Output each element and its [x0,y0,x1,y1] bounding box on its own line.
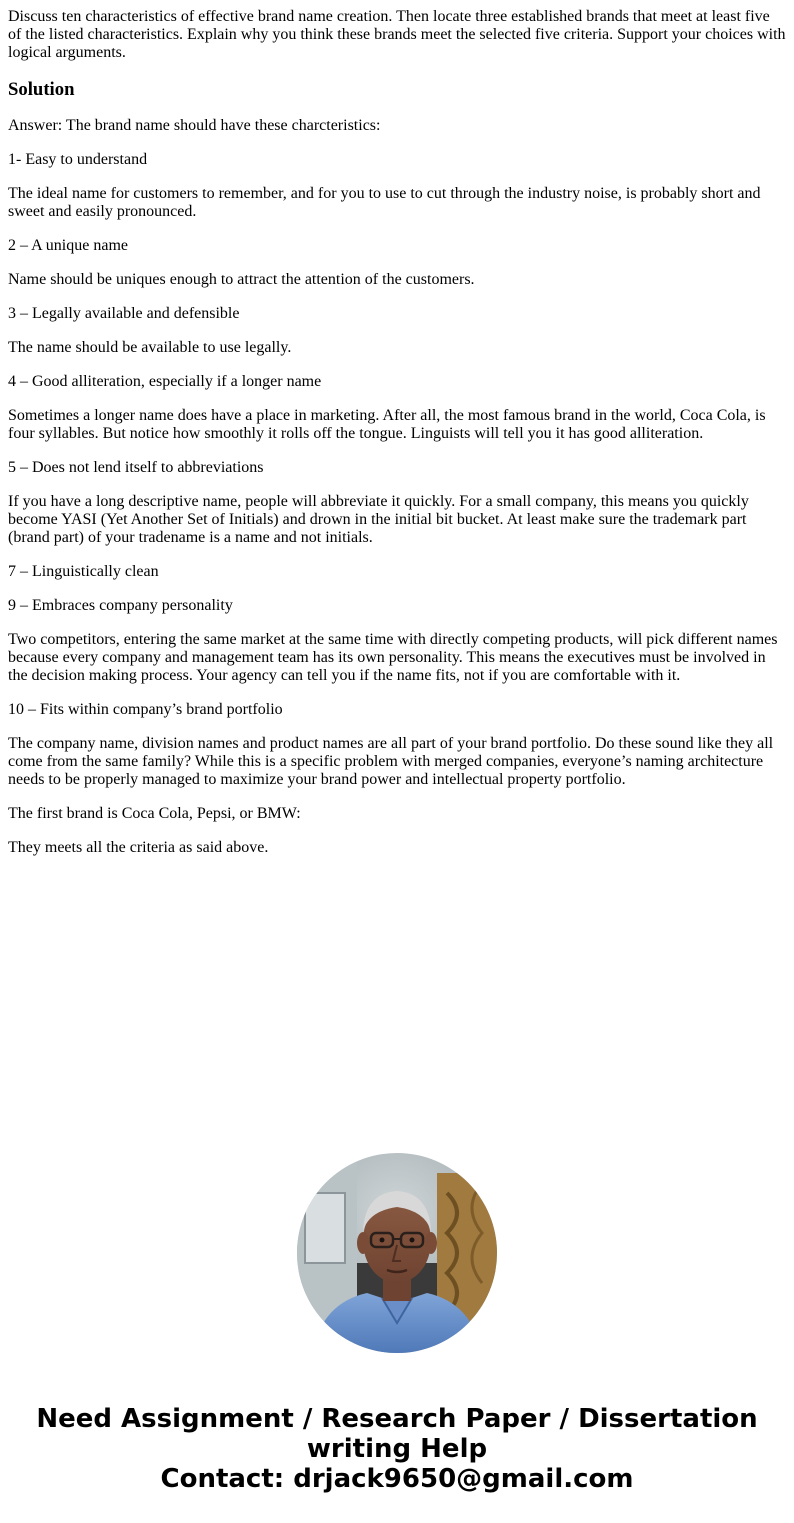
characteristic-1-title: 1- Easy to understand [8,151,148,168]
characteristic-4-title: 4 – Good alliteration, especially if a longer name [8,373,322,390]
characteristic-1-body: The ideal name for customers to remember, and for you to use to cut through the industry noise, is probably short and sweet and easily pronounced. [8,185,761,220]
question-text: Discuss ten characteristics of effective brand name creation. Then locate three established brands that meet at least five of the listed characteristics. Explain why you think these brands meet the selected five criteria. Support your choices with logical arguments. [8,8,786,61]
characteristic-3-body: The name should be available to use legally. [8,339,292,356]
characteristic-9-body: Two competitors, entering the same market at the same time with directly competing products, will pick different names because every company and management team has its own personality. This means the executives must be involved in the decision making process. Your agency can tell you if the name fits, not if you are comfortable with it. [8,631,778,684]
brands-conclusion: They meets all the criteria as said above. [8,839,269,856]
brands-statement: The first brand is Coca Cola, Pepsi, or BMW: [8,805,301,822]
characteristic-9-title: 9 – Embraces company personality [8,597,233,614]
characteristic-7-title: 7 – Linguistically clean [8,563,159,580]
characteristic-5-title: 5 – Does not lend itself to abbreviations [8,459,264,476]
characteristic-3-title: 3 – Legally available and defensible [8,305,240,322]
characteristic-5-body: If you have a long descriptive name, people will abbreviate it quickly. For a small company, this means you quickly become YASI (Yet Another Set of Initials) and drown in the initial bit bucket. At least make sure the trademark part (brand part) of your tradename is a name and not initials. [8,493,749,546]
characteristic-2-body: Name should be uniques enough to attract the attention of the customers. [8,271,475,288]
characteristic-10-body: The company name, division names and product names are all part of your brand portfolio. Do these sound like they all come from the same family? While this is a specific problem with merged companies, everyone’s naming architecture needs to be properly managed to maximize your brand power and intellectual property portfolio. [8,735,774,788]
characteristic-2-title: 2 – A unique name [8,237,128,254]
promo-line-2: writing Help [306,1434,488,1464]
author-portrait-image [297,1153,497,1353]
promo-footer [0,1404,794,1494]
characteristic-10-title: 10 – Fits within company’s brand portfolio [8,701,283,718]
answer-document [8,8,786,873]
promo-line-1: Need Assignment / Research Paper / Dissertation [36,1404,758,1434]
promo-contact-line: Contact: drjack9650@gmail.com [160,1464,634,1494]
author-avatar [297,1153,497,1353]
characteristic-4-body: Sometimes a longer name does have a place in marketing. After all, the most famous brand in the world, Coca Cola, is four syllables. But notice how smoothly it rolls off the tongue. Linguists will tell you it has good alliteration. [8,407,766,442]
solution-heading: Solution [8,79,75,100]
answer-intro: Answer: The brand name should have these charcteristics: [8,117,381,134]
